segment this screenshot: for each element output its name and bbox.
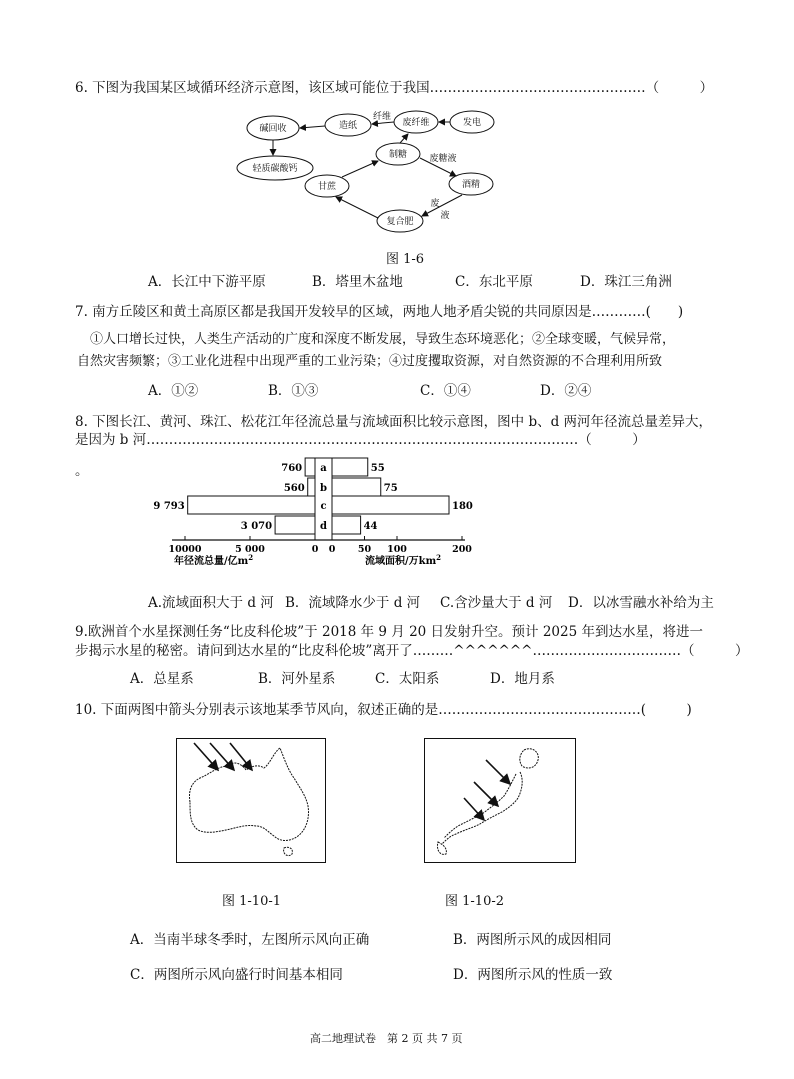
q7-body-2: 自然灾害频繁；③工业化进程中出现严重的工业污染；④过度攫取资源，对自然资源的不合理利用所致 (77, 354, 663, 369)
q6-option-b: B．塔里木盆地 (312, 274, 403, 290)
q8-stem-2: 是因为 b 河……………………………………………………………………………………（ ） (75, 432, 646, 448)
label-xianwei: 纤维 (372, 112, 392, 122)
node-fadian: 发电 (462, 118, 482, 128)
q9-stem-1: 9.欧洲首个水星探测任务“比皮科伦坡”于 2018 年 9 月 20 日发射升空。预计 2025 年到达水星，将进一 (75, 624, 703, 640)
q9-option-b: B．河外星系 (258, 671, 336, 687)
q9-stem-2: 步揭示水星的秘密。请问到达水星的“比皮科伦坡”离开了………^^^^^^^……………………………（ ） (75, 643, 749, 659)
area-label-a: 55 (370, 463, 385, 474)
area-label-b: 75 (383, 483, 398, 494)
node-feixianwei: 废纤维 (402, 118, 430, 128)
q8-runoff-area-chart (153, 454, 480, 567)
q6-circular-economy-diagram (230, 108, 520, 236)
right-tick-label-3: 200 (452, 544, 472, 555)
category-label-c: c (320, 501, 327, 512)
area-bar-d (332, 516, 361, 534)
q7-option-b: B．①③ (268, 383, 319, 399)
q9-option-d: D．地月系 (490, 671, 555, 687)
right-tick-label-0: 0 (328, 544, 336, 555)
label-feitangye: 废糖液 (429, 154, 457, 164)
q6-option-a: A．长江中下游平原 (148, 274, 266, 290)
right-tick-label-1: 50 (357, 544, 372, 555)
category-label-a: a (320, 463, 327, 474)
left-tick-label-0: 10000 (168, 544, 202, 555)
right-axis-title: 流域面积/万$km^2$ (365, 553, 442, 567)
q8-option-a: A.流域面积大于 d 河 (148, 595, 274, 611)
q7-option-a: A．①② (148, 383, 199, 399)
node-jiujing: 酒精 (461, 180, 481, 190)
q10-caption-right: 图 1-10-2 (445, 894, 505, 909)
runoff-bar-b (308, 478, 315, 496)
node-qingzhi: 轻质碳酸钙 (252, 164, 298, 174)
right-tick-label-2: 100 (387, 544, 407, 555)
q10-option-a: A．当南半球冬季时，左图所示风向正确 (130, 932, 370, 948)
q10-map-japan (424, 738, 576, 863)
q8-option-c: C.含沙量大于 d 河 (440, 595, 553, 611)
q9-option-c: C．太阳系 (375, 671, 440, 687)
q8-option-b: B．流域降水少于 d 河 (285, 595, 421, 611)
runoff-bar-a (305, 458, 315, 476)
q7-stem: 7. 南方丘陵区和黄土高原区都是我国开发较早的区域，两地人地矛盾尖锐的共同原因是…………( ) (75, 304, 684, 320)
q7-body-1: ①人口增长过快，人类生产活动的广度和深度不断发展，导致生态环境恶化；②全球变暖，气候异常， (90, 332, 676, 347)
runoff-label-b: 560 (283, 483, 305, 494)
q10-stem: 10. 下面两图中箭头分别表示该地某季节风向，叙述正确的是………………………………………( ) (75, 702, 692, 718)
label-ye: 液 (440, 211, 450, 221)
area-bar-c (332, 496, 449, 514)
q6-option-c: C．东北平原 (455, 274, 533, 290)
runoff-label-c: 9 793 (153, 501, 185, 512)
q10-map-australia (176, 738, 326, 863)
left-tick-label-2: 0 (311, 544, 319, 555)
q6-option-d: D．珠江三角洲 (580, 274, 672, 290)
label-fei: 废 (430, 199, 440, 209)
area-bar-b (332, 478, 381, 496)
q8-stem-1: 8. 下图长江、黄河、珠江、松花江年径流总量与流域面积比较示意图，图中 b、d 两河年径流总量差异大， (75, 414, 713, 430)
node-fuhefei: 复合肥 (386, 217, 414, 227)
category-label-d: d (320, 521, 327, 532)
left-tick-label-1: 5 000 (235, 544, 265, 555)
q7-option-c: C．①④ (420, 383, 471, 399)
q8-option-d: D．以冰雪融水补给为主 (568, 595, 714, 611)
q6-caption: 图 1-6 (386, 252, 425, 267)
category-label-b: b (320, 483, 327, 494)
runoff-bar-c (188, 496, 315, 514)
node-ganzhe: 甘蔗 (317, 182, 337, 192)
area-bar-a (332, 458, 368, 476)
left-axis-title: 年径流总量/亿$m^2$ (174, 553, 254, 567)
runoff-label-d: 3 070 (240, 521, 273, 532)
q9-option-a: A．总星系 (130, 671, 194, 687)
q8-dot: 。 (75, 463, 89, 479)
node-zaozhi: 造纸 (338, 121, 358, 131)
q7-option-d: D．②④ (540, 383, 592, 399)
q10-option-b: B．两图所示风的成因相同 (453, 932, 612, 948)
q10-caption-left: 图 1-10-1 (222, 894, 282, 909)
node-zhitang: 制糖 (388, 150, 408, 160)
runoff-label-a: 760 (281, 463, 303, 474)
q10-option-c: C．两图所示风向盛行时间基本相同 (130, 967, 343, 983)
left-axis-title-superscript: 2 (248, 553, 254, 562)
page-footer: 高二地理试卷 第 2 页 共 7 页 (310, 1032, 463, 1045)
runoff-bar-d (275, 516, 315, 534)
q6-stem: 6. 下图为我国某区域循环经济示意图，该区域可能位于我国…………………………………………（ ） (75, 80, 714, 96)
area-label-c: 180 (452, 501, 473, 512)
q10-option-d: D．两图所示风的性质一致 (453, 967, 613, 983)
area-label-d: 44 (363, 521, 378, 532)
right-axis-title-superscript: 2 (436, 553, 442, 562)
node-jianhuishou: 碱回收 (259, 124, 287, 134)
